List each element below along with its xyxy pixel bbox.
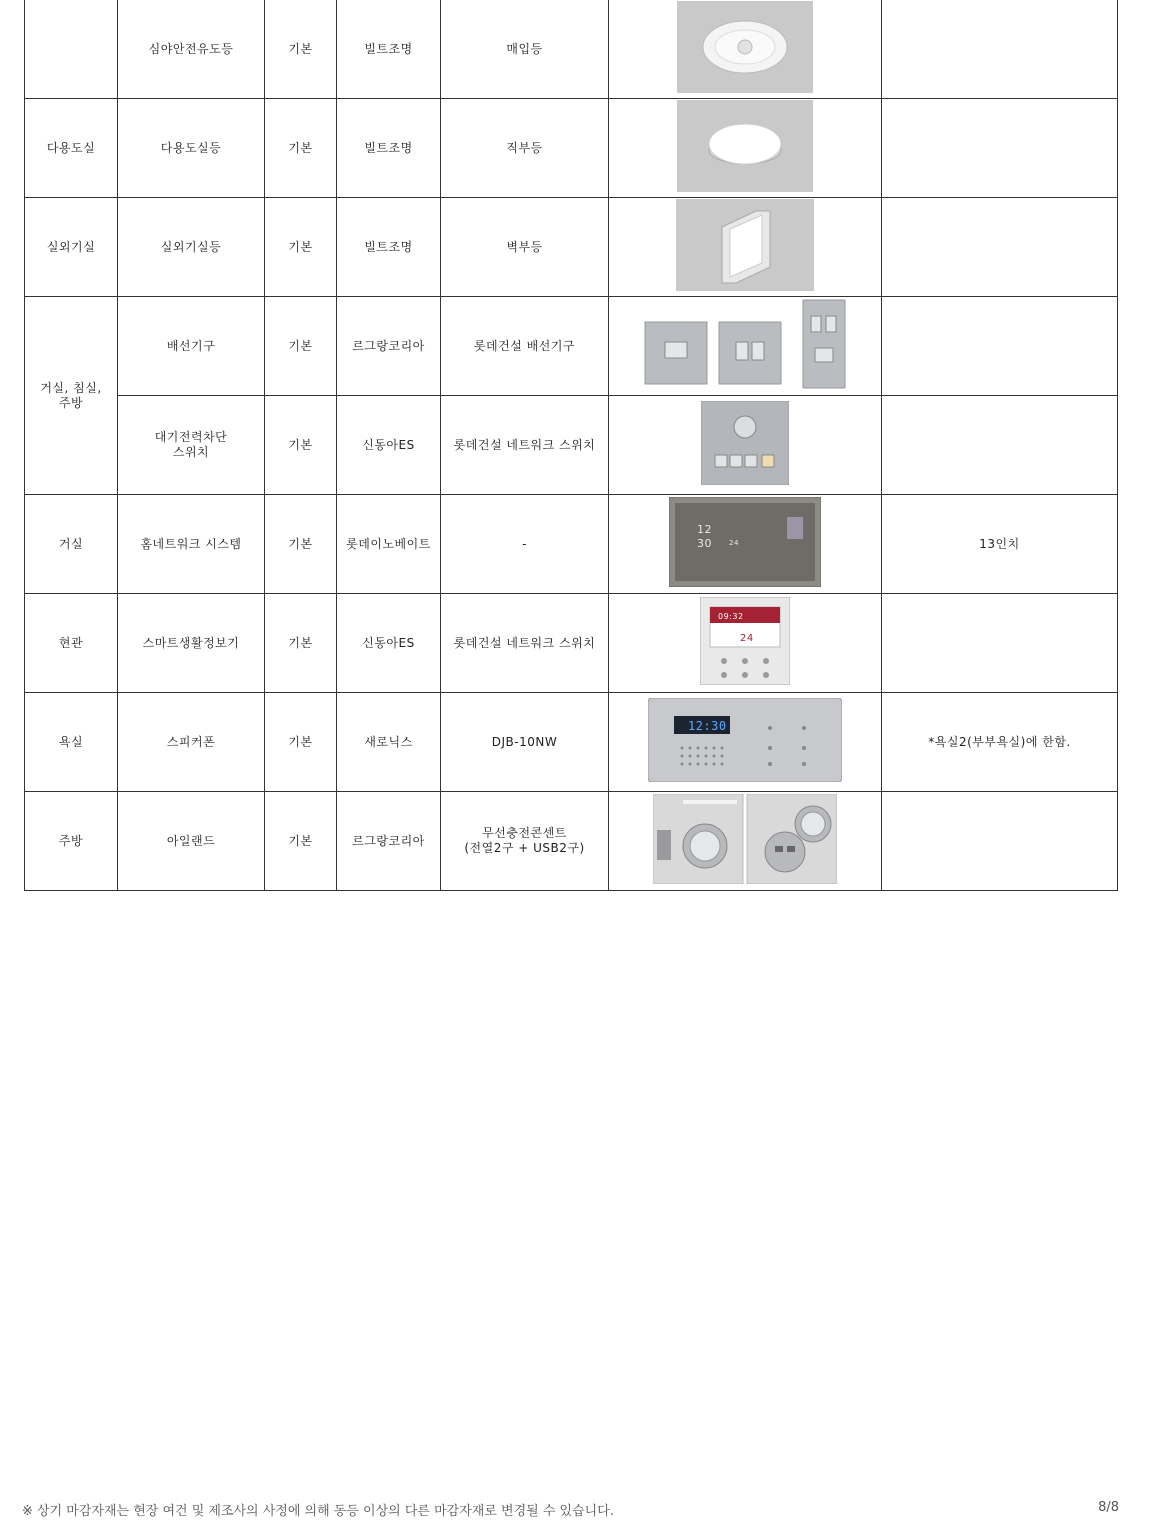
model-cell: - [441,495,609,594]
maker-cell: 빌트조명 [337,99,441,198]
item-cell: 다용도실등 [118,99,265,198]
image-cell [609,693,882,792]
wireless-charging-outlet-icon [653,794,837,888]
table-row [25,99,1118,198]
home-network-panel-icon [669,497,821,591]
maker-cell: 빌트조명 [337,0,441,99]
image-cell [609,594,882,693]
image-cell [609,198,882,297]
item-cell: 아일랜드 [118,792,265,891]
item-cell: 심야안전유도등 [118,0,265,99]
maker-cell: 롯데이노베이트 [337,495,441,594]
type-cell: 기본 [265,495,337,594]
room-cell: 다용도실 [25,99,118,198]
standby-power-switch-icon [701,401,789,489]
item-cell: 스마트생활정보기 [118,594,265,693]
recessed-light-icon [677,1,813,97]
type-cell: 기본 [265,594,337,693]
room-cell: 거실, 침실, 주방 [25,297,118,495]
item-cell: 실외기실등 [118,198,265,297]
svg-text:24: 24 [740,633,754,644]
maker-cell: 르그랑코리아 [337,792,441,891]
svg-text:24: 24 [729,539,739,547]
note-cell: 13인치 [882,495,1118,594]
room-cell: 욕실 [25,693,118,792]
room-cell: 실외기실 [25,198,118,297]
maker-cell: 신동아ES [337,396,441,495]
svg-text:12: 12 [697,523,712,536]
image-cell [609,792,882,891]
model-cell: 무선충전콘센트 (전열2구 + USB2구) [441,792,609,891]
table-row [25,792,1118,891]
room-cell: 주방 [25,792,118,891]
speakerphone-icon [648,698,842,786]
model-cell: 직부등 [441,99,609,198]
type-cell: 기본 [265,0,337,99]
image-cell [609,297,882,396]
footer-note: ※ 상기 마감자재는 현장 여건 및 제조사의 사정에 의해 동등 이상의 다른 마감자재로 변경될 수 있습니다. [22,1504,614,1519]
room-cell: 현관 [25,594,118,693]
wiring-switch-icon [643,298,847,394]
image-cell [609,99,882,198]
type-cell: 기본 [265,297,337,396]
maker-cell: 신동아ES [337,594,441,693]
item-cell: 홈네트워크 시스템 [118,495,265,594]
room-cell: 거실 [25,495,118,594]
table-row [25,0,1118,99]
model-cell: 롯데건설 네트워크 스위치 [441,396,609,495]
table-row [25,396,1118,495]
item-cell: 배선기구 [118,297,265,396]
room-cell [25,0,118,99]
materials-table [24,0,1118,891]
type-cell: 기본 [265,99,337,198]
note-cell [882,594,1118,693]
maker-cell: 새로닉스 [337,693,441,792]
ceiling-light-icon [677,100,813,196]
item-cell: 스피커폰 [118,693,265,792]
item-cell: 대기전력차단 스위치 [118,396,265,495]
svg-text:09:32: 09:32 [718,612,744,621]
table-row [25,693,1118,792]
image-cell [609,0,882,99]
model-cell: DJB-10NW [441,693,609,792]
smart-info-panel-icon [700,597,790,689]
model-cell: 매입등 [441,0,609,99]
table-row [25,594,1118,693]
note-cell: *욕실2(부부욕실)에 한함. [882,693,1118,792]
note-cell [882,297,1118,396]
note-cell [882,198,1118,297]
svg-text:30: 30 [697,537,712,550]
note-cell [882,792,1118,891]
note-cell [882,396,1118,495]
model-cell: 벽부등 [441,198,609,297]
table-row [25,198,1118,297]
wall-light-icon [676,199,814,295]
type-cell: 기본 [265,792,337,891]
type-cell: 기본 [265,693,337,792]
svg-text:12:30: 12:30 [688,719,727,733]
image-cell [609,396,882,495]
table-row [25,297,1118,396]
page-number: 8/8 [1098,1500,1119,1515]
type-cell: 기본 [265,198,337,297]
maker-cell: 빌트조명 [337,198,441,297]
model-cell: 롯데건설 배선기구 [441,297,609,396]
model-cell: 롯데건설 네트워크 스위치 [441,594,609,693]
table-row [25,495,1118,594]
note-cell [882,99,1118,198]
image-cell [609,495,882,594]
maker-cell: 르그랑코리아 [337,297,441,396]
note-cell [882,0,1118,99]
type-cell: 기본 [265,396,337,495]
